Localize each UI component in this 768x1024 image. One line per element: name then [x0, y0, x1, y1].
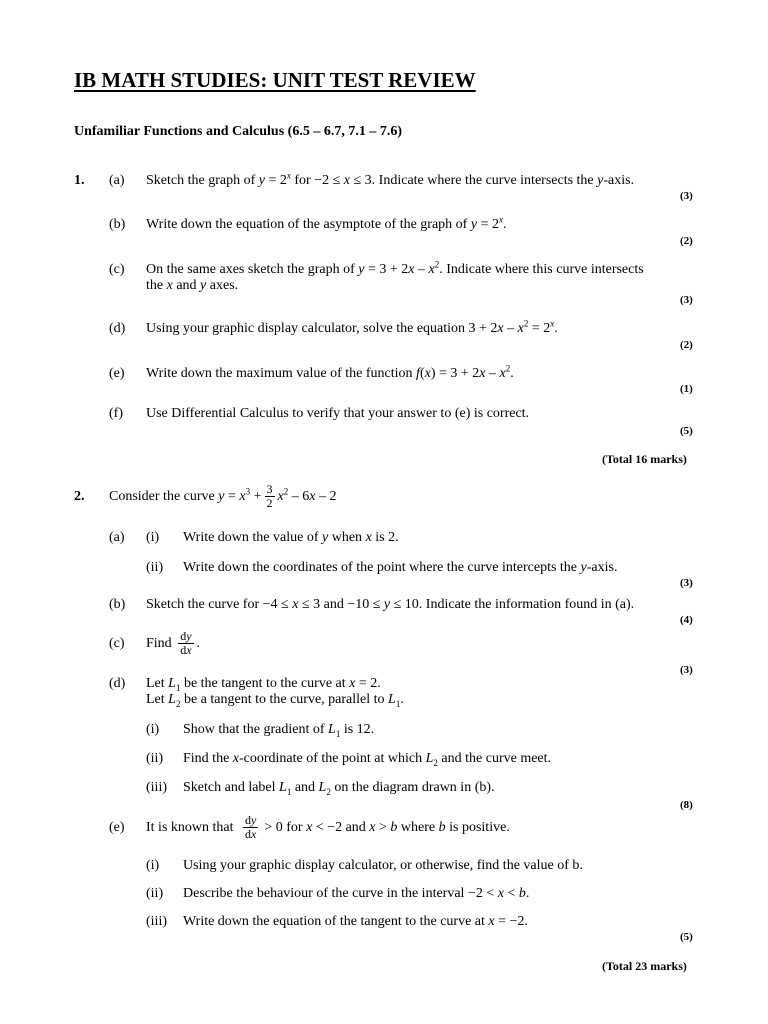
q2-part-e-text: It is known that $\frac{dy}{dx}$ > 0 for x < −2 and x > b where b is positive.: [146, 813, 510, 842]
q2-part-e-iii-text: Write down the equation of the tangent to the curve at x = −2.: [183, 914, 528, 929]
q2-part-d-i-text: Show that the gradient of $L_1$ is 12.: [183, 722, 375, 739]
q1-part-e-marks: (1): [680, 383, 693, 395]
q1-part-a-label: (a): [109, 173, 125, 188]
q2-part-d-label: (d): [109, 676, 126, 691]
q2-part-a-label: (a): [109, 530, 125, 545]
q2-part-d-ii-text: Find the x-coordinate of the point at which $L_2$ and the curve meet.: [183, 751, 552, 768]
question-2-number: 2.: [74, 489, 85, 504]
q2-part-d-ii-label: (ii): [146, 751, 164, 766]
q2-part-b-label: (b): [109, 597, 126, 612]
q1-part-b-label: (b): [109, 217, 126, 232]
q2-part-d-iii-text: Sketch and label $L_1$ and $L_2$ on the diagram drawn in (b).: [183, 780, 495, 797]
q1-part-f-label: (f): [109, 406, 123, 421]
q2-part-a-ii-text: Write down the coordinates of the point where the curve intercepts the y-axis.: [183, 560, 618, 575]
q2-part-c-text: Find $\frac{dy}{dx}$ .: [146, 629, 201, 658]
q1-part-c-text-line1: On the same axes sketch the graph of $y = 3 + 2x - x^2$. Indicate where this curve intersects: [146, 259, 644, 277]
q2-part-a-ii-label: (ii): [146, 560, 164, 575]
q2-part-e-dy-dx-fraction: $\frac{dy}{dx}$: [245, 813, 257, 842]
q1-part-a-text: Sketch the graph of $y = 2^x$ for −2 ≤ x ≤ 3. Indicate where the curve intersects the y-axis.: [146, 170, 635, 188]
q2-part-e-i-label: (i): [146, 858, 160, 873]
q2-part-c-find: Find: [146, 636, 172, 651]
q2-dy-dx-fraction: $\frac{dy}{dx}$: [180, 629, 192, 658]
q2-part-d-marks: (8): [680, 799, 693, 811]
q2-part-d-iii-label: (iii): [146, 780, 167, 795]
q1-part-e-label: (e): [109, 366, 125, 381]
q2-part-a-i-label: (i): [146, 530, 160, 545]
q2-fraction-3-over-2: $\frac{3}{2}$: [266, 482, 273, 511]
q2-part-b-text: Sketch the curve for −4 ≤ x ≤ 3 and −10 ≤ y ≤ 10. Indicate the information found in (a).: [146, 597, 635, 612]
q2-part-d-line2: Let $L_2$ be a tangent to the curve, parallel to $L_1$.: [146, 692, 404, 709]
q1-part-b-text: Write down the equation of the asymptote of the graph of $y = 2^x$.: [146, 214, 507, 232]
q1-total-marks: (Total 16 marks): [602, 452, 687, 466]
q2-part-e-i-text: Using your graphic display calculator, or otherwise, find the value of b.: [183, 858, 583, 873]
section-subtitle: Unfamiliar Functions and Calculus (6.5 – 6.7, 7.1 – 7.6): [74, 124, 402, 139]
q2-part-d-i-label: (i): [146, 722, 160, 737]
q2-part-a-i-text: Write down the value of y when x is 2.: [183, 530, 399, 545]
q1-part-f-marks: (5): [680, 425, 693, 437]
q2-part-d-line1: Let $L_1$ be the tangent to the curve at x = 2.: [146, 676, 381, 693]
q1-part-a-marks: (3): [680, 190, 693, 202]
q1-part-d-marks: (2): [680, 339, 693, 351]
q2-part-a-marks: (3): [680, 577, 693, 589]
q1-part-e-text: Write down the maximum value of the function $f(x) = 3 + 2x - x^2$.: [146, 363, 514, 381]
q2-total-marks: (Total 23 marks): [602, 959, 687, 973]
q2-intro: Consider the curve $y = x^3$ + $\frac{3}{2}$ $x^2 - 6x - 2$: [109, 482, 337, 511]
q2-part-e-known: It is known that: [146, 820, 234, 835]
q1-part-c-marks: (3): [680, 294, 693, 306]
q1-part-c-label: (c): [109, 262, 125, 277]
question-1-number: 1.: [74, 173, 85, 188]
q2-part-e-ii-text: Describe the behaviour of the curve in the interval −2 < x < b.: [183, 886, 530, 901]
q2-part-e-marks: (5): [680, 931, 693, 943]
q2-intro-text: Consider the curve: [109, 489, 215, 504]
q2-part-e-label: (e): [109, 820, 125, 835]
q1-part-d-text: Using your graphic display calculator, solve the equation $3 + 2x - x^2 = 2^x$.: [146, 318, 558, 336]
page-title: IB MATH STUDIES: UNIT TEST REVIEW: [74, 68, 476, 92]
q1-part-d-label: (d): [109, 321, 126, 336]
q1-part-f-text: Use Differential Calculus to verify that your answer to (e) is correct.: [146, 406, 530, 421]
q2-part-c-label: (c): [109, 636, 125, 651]
q2-part-c-marks: (3): [680, 664, 693, 676]
q1-part-b-marks: (2): [680, 235, 693, 247]
q2-part-e-ii-label: (ii): [146, 886, 164, 901]
q2-part-e-iii-label: (iii): [146, 914, 167, 929]
q1-part-c-text-line2: the x and y axes.: [146, 278, 239, 293]
q2-part-b-marks: (4): [680, 614, 693, 626]
